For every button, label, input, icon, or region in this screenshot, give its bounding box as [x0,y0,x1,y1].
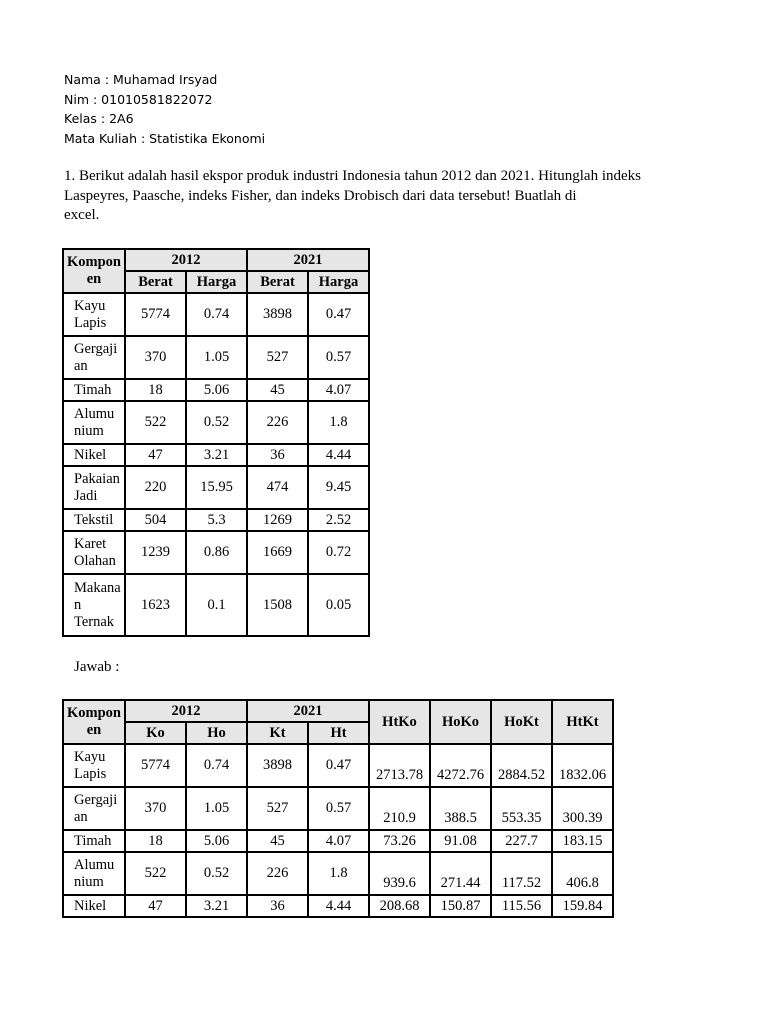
komponen-cell: Gergaji an [63,787,125,830]
calc-cell: 183.15 [552,830,613,852]
subheader-harga: Harga [186,271,247,293]
question-text [64,167,664,226]
value-cell: 5.3 [186,509,247,531]
value-cell: 5774 [125,293,186,336]
value-cell: 522 [125,852,186,895]
value-cell: 1269 [247,509,308,531]
student-class: Kelas : 2A6 [64,111,134,126]
value-cell: 47 [125,895,186,917]
calc-header-hokt: HoKt [491,700,552,744]
year-2012-header: 2012 [125,249,247,271]
calc-cell: 208.68 [369,895,430,917]
export-data-table [62,248,370,637]
table-row [63,574,369,636]
komponen-cell: Alumu nium [63,852,125,895]
calc-cell: 1832.06 [552,744,613,787]
year-2012-header: 2012 [125,700,247,722]
value-cell: 370 [125,336,186,379]
table-row [63,787,613,830]
course-name: Mata Kuliah : Statistika Ekonomi [64,130,266,146]
value-cell: 0.05 [308,574,369,636]
value-cell: 9.45 [308,466,369,509]
value-cell: 1.05 [186,336,247,379]
calc-header-htkt: HtKt [552,700,613,744]
question-line: Laspeyres, Paasche, indeks Fisher, dan indeks Drobisch dari data tersebut! Buatlah di [64,187,577,204]
subheader-berat: Berat [247,271,308,293]
table-row [63,444,369,466]
value-cell: 0.74 [186,744,247,787]
value-cell: 220 [125,466,186,509]
calc-cell: 553.35 [491,787,552,830]
subheader-berat: Berat [125,271,186,293]
question-line: 1. Berikut adalah hasil ekspor produk industri Indonesia tahun 2012 dan 2021. Hitunglah indeks [64,168,641,184]
value-cell: 4.44 [308,895,369,917]
table-row [63,336,369,379]
student-info [64,70,265,148]
calc-cell: 939.6 [369,852,430,895]
value-cell: 1.05 [186,787,247,830]
value-cell: 527 [247,336,308,379]
student-name: Nama : Muhamad Irsyad [64,72,218,87]
value-cell: 3898 [247,744,308,787]
table-row [63,401,369,444]
komponen-cell: Timah [63,830,125,852]
value-cell: 226 [247,401,308,444]
student-nim: Nim : 01010581822072 [64,91,213,107]
value-cell: 1239 [125,531,186,574]
value-cell: 522 [125,401,186,444]
value-cell: 3.21 [186,895,247,917]
value-cell: 527 [247,787,308,830]
calc-cell: 4272.76 [430,744,491,787]
value-cell: 0.1 [186,574,247,636]
value-cell: 4.07 [308,379,369,401]
value-cell: 504 [125,509,186,531]
value-cell: 370 [125,787,186,830]
calc-cell: 210.9 [369,787,430,830]
value-cell: 0.57 [308,787,369,830]
calc-header-hoko: HoKo [430,700,491,744]
komponen-cell: Gergaji an [63,336,125,379]
komponen-cell: Nikel [63,444,125,466]
value-cell: 0.47 [308,293,369,336]
value-cell: 0.47 [308,744,369,787]
table-row [63,895,613,917]
value-cell: 1.8 [308,852,369,895]
value-cell: 45 [247,830,308,852]
table-row [63,509,369,531]
value-cell: 0.74 [186,293,247,336]
komponen-cell: Timah [63,379,125,401]
komponen-header: Kompon en [63,700,125,744]
table-row [63,531,369,574]
calc-cell: 271.44 [430,852,491,895]
table-row [63,830,613,852]
komponen-cell: Nikel [63,895,125,917]
calc-cell: 388.5 [430,787,491,830]
value-cell: 18 [125,379,186,401]
komponen-cell: Makana n Ternak [63,574,125,636]
komponen-cell: Alumu nium [63,401,125,444]
value-cell: 47 [125,444,186,466]
komponen-cell: Kayu Lapis [63,293,125,336]
value-cell: 0.86 [186,531,247,574]
table-row [63,852,613,895]
calc-cell: 115.56 [491,895,552,917]
komponen-cell: Pakaian Jadi [63,466,125,509]
value-cell: 0.52 [186,401,247,444]
calc-cell: 300.39 [552,787,613,830]
calc-cell: 159.84 [552,895,613,917]
value-cell: 3.21 [186,444,247,466]
komponen-cell: Karet Olahan [63,531,125,574]
value-cell: 36 [247,444,308,466]
year-2021-header: 2021 [247,249,369,271]
calc-cell: 91.08 [430,830,491,852]
calc-cell: 2884.52 [491,744,552,787]
value-cell: 4.07 [308,830,369,852]
calc-cell: 406.8 [552,852,613,895]
year-2021-header: 2021 [247,700,369,722]
value-cell: 5.06 [186,830,247,852]
answer-table [62,699,614,918]
value-cell: 15.95 [186,466,247,509]
value-cell: 1623 [125,574,186,636]
table-row [63,744,613,787]
value-cell: 18 [125,830,186,852]
value-cell: 36 [247,895,308,917]
answer-label: Jawab : [74,659,120,675]
value-cell: 1669 [247,531,308,574]
komponen-cell: Kayu Lapis [63,744,125,787]
value-cell: 45 [247,379,308,401]
value-cell: 5.06 [186,379,247,401]
value-cell: 226 [247,852,308,895]
question-line: excel. [64,207,100,223]
value-cell: 4.44 [308,444,369,466]
value-cell: 1508 [247,574,308,636]
value-cell: 474 [247,466,308,509]
komponen-header: Kompon en [63,249,125,293]
calc-cell: 150.87 [430,895,491,917]
calc-cell: 227.7 [491,830,552,852]
value-cell: 5774 [125,744,186,787]
value-cell: 3898 [247,293,308,336]
subheader-kt: Kt [247,722,308,744]
table-row [63,379,369,401]
subheader-harga: Harga [308,271,369,293]
calc-cell: 117.52 [491,852,552,895]
subheader-ho: Ho [186,722,247,744]
value-cell: 2.52 [308,509,369,531]
calc-cell: 2713.78 [369,744,430,787]
value-cell: 0.57 [308,336,369,379]
subheader-ko: Ko [125,722,186,744]
komponen-cell: Tekstil [63,509,125,531]
value-cell: 0.52 [186,852,247,895]
value-cell: 1.8 [308,401,369,444]
value-cell: 0.72 [308,531,369,574]
subheader-ht: Ht [308,722,369,744]
table-row [63,466,369,509]
calc-cell: 73.26 [369,830,430,852]
calc-header-htko: HtKo [369,700,430,744]
table-row [63,293,369,336]
